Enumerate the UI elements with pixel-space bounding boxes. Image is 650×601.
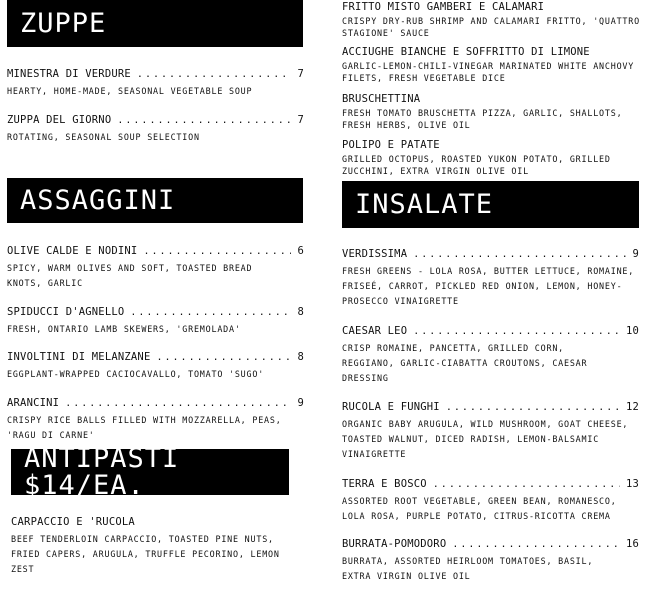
- item-description: HEARTY, HOME-MADE, SEASONAL VEGETABLE SOUP: [7, 86, 253, 96]
- dot-leader: [137, 69, 292, 80]
- dot-leader: [433, 479, 620, 490]
- item-price: 9: [632, 248, 639, 260]
- dot-leader: [452, 539, 620, 550]
- menu-item-caesar-leo: [342, 325, 639, 386]
- item-price: 9: [297, 397, 304, 409]
- item-description: BEEF TENDERLOIN CARPACCIO, TOASTED PINE NUTS, FRIED CAPERS, ARUGULA, TRUFFLE PECORINO, LEMON ZEST: [11, 534, 280, 574]
- item-description: EGGPLANT-WRAPPED CACIOCAVALLO, TOMATO 'SUGO': [7, 369, 265, 379]
- item-name: FRITTO MISTO GAMBERI E CALAMARI: [342, 1, 545, 13]
- item-price: 10: [625, 325, 639, 337]
- dot-leader: [143, 246, 291, 257]
- item-description: CRISPY RICE BALLS FILLED WITH MOZZARELLA, PEAS, 'RAGU DI CARNE': [7, 415, 282, 440]
- item-description: FRESH, ONTARIO LAMB SKEWERS, 'GREMOLADA': [7, 324, 241, 334]
- item-name: ZUPPA DEL GIORNO: [7, 114, 112, 126]
- item-description: ASSORTED ROOT VEGETABLE, GREEN BEAN, ROMANESCO, LOLA ROSA, PURPLE POTATO, CITRUS-RICOTTA CREMA: [342, 496, 617, 521]
- item-name: INVOLTINI DI MELANZANE: [7, 351, 151, 363]
- section-title: ASSAGGINI: [20, 185, 176, 216]
- item-name: RUCOLA E FUNGHI: [342, 401, 440, 413]
- item-price: 12: [625, 401, 639, 413]
- item-name: TERRA E BOSCO: [342, 478, 427, 490]
- menu-item-zuppa-del-giorno: [7, 114, 304, 145]
- item-description: CRISP ROMAINE, PANCETTA, GRILLED CORN, REGGIANO, GARLIC-CIABATTA CROUTONS, CAESAR DRESSING: [342, 343, 588, 383]
- item-name: POLIPO E PATATE: [342, 139, 440, 151]
- item-price: 6: [297, 245, 304, 257]
- menu-item-bruschettina: [342, 93, 642, 131]
- item-description: CRISPY DRY-RUB SHRIMP AND CALAMARI FRITTO, 'QUATTRO STAGIONE' SAUCE: [342, 16, 640, 38]
- item-description: FRESH TOMATO BRUSCHETTA PIZZA, GARLIC, SHALLOTS, FRESH HERBS, OLIVE OIL: [342, 108, 623, 130]
- dot-leader: [413, 249, 626, 260]
- dot-leader: [413, 326, 620, 337]
- menu-item-verdissima: [342, 248, 639, 309]
- menu-item-fritto-misto: [342, 1, 642, 39]
- section-header-zuppe: [7, 0, 303, 47]
- item-price: 7: [297, 68, 304, 80]
- menu-item-rucola-funghi: [342, 401, 639, 462]
- menu-item-spiducci: [7, 306, 304, 337]
- menu-item-burrata: [342, 538, 639, 584]
- item-description: ROTATING, SEASONAL SOUP SELECTION: [7, 132, 200, 142]
- section-header-assaggini: [7, 178, 303, 223]
- item-name: OLIVE CALDE E NODINI: [7, 245, 138, 257]
- item-name: ARANCINI: [7, 397, 60, 409]
- menu-item-involtini: [7, 351, 304, 382]
- dot-leader: [130, 307, 291, 318]
- item-price: 8: [297, 351, 304, 363]
- item-price: 8: [297, 306, 304, 318]
- dot-leader: [446, 402, 620, 413]
- item-description: SPICY, WARM OLIVES AND SOFT, TOASTED BREAD KNOTS, GARLIC: [7, 263, 253, 288]
- item-name: ACCIUGHE BIANCHE E SOFFRITTO DI LIMONE: [342, 46, 590, 58]
- dot-leader: [65, 398, 291, 409]
- item-name: CARPACCIO E 'RUCOLA: [11, 516, 135, 528]
- item-name: MINESTRA DI VERDURE: [7, 68, 131, 80]
- dot-leader: [156, 352, 291, 363]
- item-name: BURRATA-POMODORO: [342, 538, 447, 550]
- item-price: 13: [625, 478, 639, 490]
- item-description: BURRATA, ASSORTED HEIRLOOM TOMATOES, BASIL, EXTRA VIRGIN OLIVE OIL: [342, 556, 594, 581]
- item-name: VERDISSIMA: [342, 248, 408, 260]
- item-name: CAESAR LEO: [342, 325, 408, 337]
- menu-item-terra-bosco: [342, 478, 639, 524]
- menu-item-carpaccio: [11, 516, 304, 577]
- menu-item-olive-calde: [7, 245, 304, 291]
- section-title: ANTIPASTI $14/EA.: [24, 443, 180, 501]
- item-description: ORGANIC BABY ARUGULA, WILD MUSHROOM, GOAT CHEESE, TOASTED WALNUT, DICED RADISH, LEMON-BALSAMIC VINAIGRETTE: [342, 419, 629, 459]
- menu-item-acciughe: [342, 46, 642, 84]
- section-header-antipasti: [11, 443, 289, 501]
- item-description: GARLIC-LEMON-CHILI-VINEGAR MARINATED WHITE ANCHOVY FILETS, FRESH VEGETABLE DICE: [342, 61, 635, 83]
- item-name: BRUSCHETTINA: [342, 93, 421, 105]
- item-description: FRESH GREENS - LOLA ROSA, BUTTER LETTUCE, ROMAINE, FRISEÉ, CARROT, PICKLED RED ONION, LEMON, HONEY-PROSECCO VINAIGRETTE: [342, 266, 635, 306]
- section-title: ZUPPE: [20, 8, 107, 39]
- item-description: GRILLED OCTOPUS, ROASTED YUKON POTATO, GRILLED ZUCCHINI, EXTRA VIRGIN OLIVE OIL: [342, 154, 611, 176]
- section-title: INSALATE: [355, 189, 494, 220]
- item-price: 16: [625, 538, 639, 550]
- menu-item-minestra: [7, 68, 304, 99]
- menu-item-arancini: [7, 397, 304, 443]
- item-price: 7: [297, 114, 304, 126]
- menu-item-polipo: [342, 139, 642, 177]
- section-header-insalate: [342, 181, 639, 228]
- item-name: SPIDUCCI D'AGNELLO: [7, 306, 125, 318]
- dot-leader: [117, 115, 291, 126]
